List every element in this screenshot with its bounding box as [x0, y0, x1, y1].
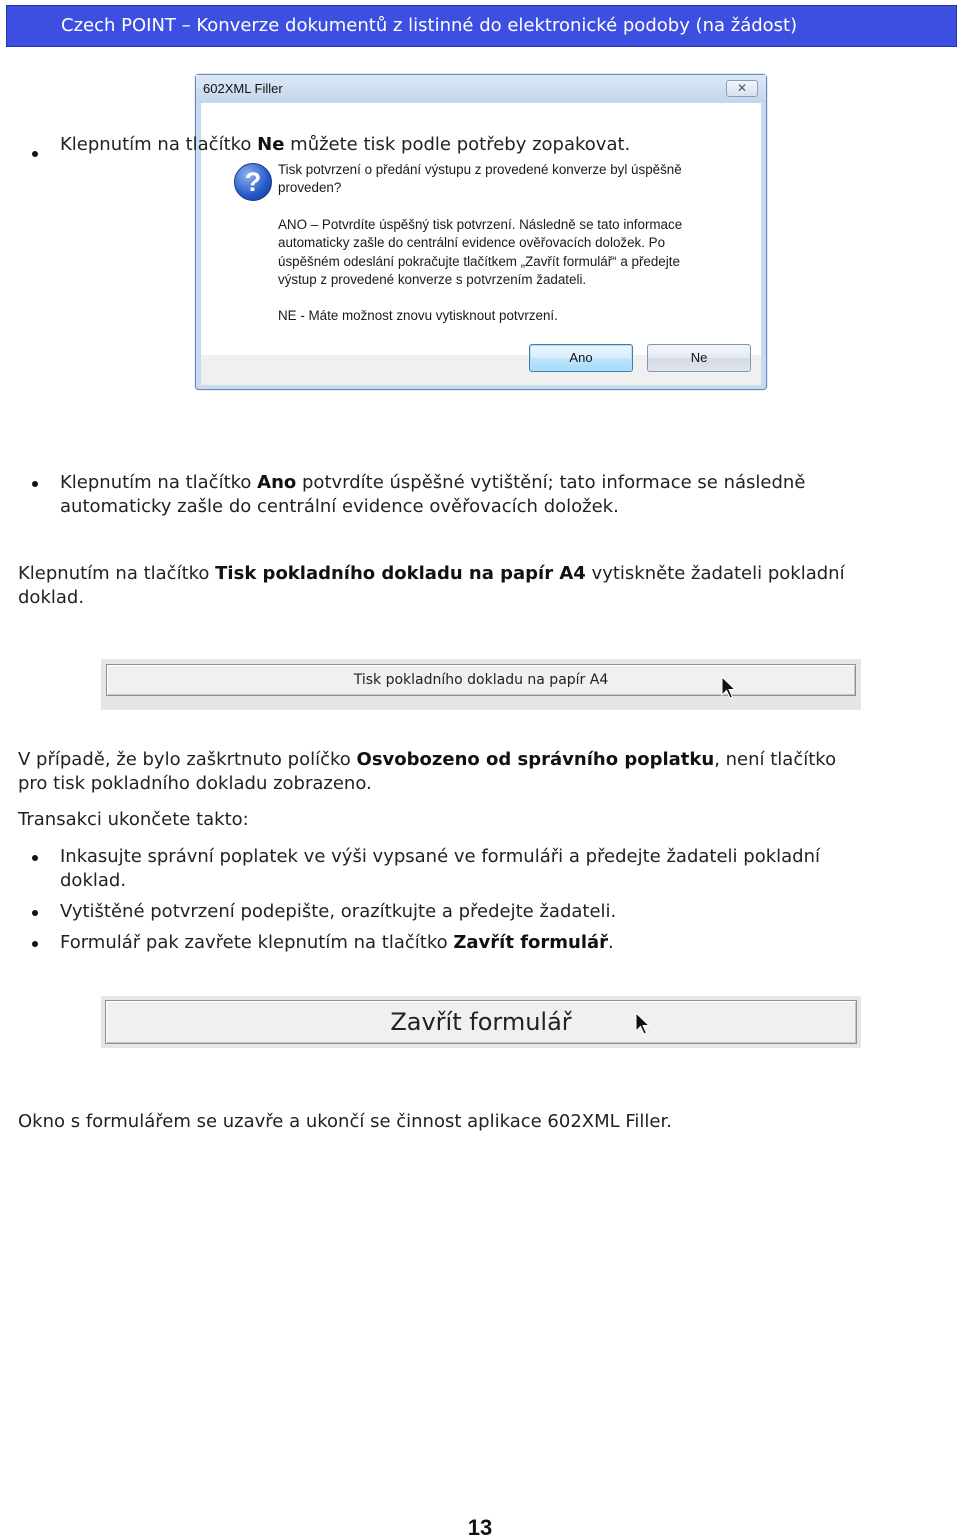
para-text: Klepnutím na tlačítko [18, 563, 216, 584]
dialog-question [278, 161, 682, 198]
close-form-button[interactable]: Zavřít formulář [105, 1000, 857, 1044]
list-item [60, 931, 614, 955]
question-icon: ? [234, 163, 272, 201]
dialog-yes-info-line: ANO – Potvrdíte úspěšný tisk potvrzení. Následně se tato informace [278, 217, 683, 232]
yes-button[interactable]: Ano [529, 344, 633, 372]
list-item-text: Klepnutím na tlačítko [60, 134, 258, 155]
document-header [6, 5, 957, 47]
list-item-text: Klepnutím na tlačítko [60, 472, 258, 493]
confirm-dialog [195, 74, 767, 390]
dialog-yes-info-line: úspěšném odeslání pokračujte tlačítkem „Zavřít formulář“ a předejte [278, 253, 680, 269]
closing-text: Okno s formulářem se uzavře a ukončí se činnost aplikace 602XML Filler. [18, 1111, 672, 1132]
dialog-titlebar [196, 75, 766, 103]
list-item: Vytištěné potvrzení podepište, orazítkujte a předejte žadateli. [60, 901, 617, 922]
close-icon[interactable]: ✕ [726, 80, 758, 97]
list-item-text: automaticky zašle do centrální evidence ověřovacích doložek. [60, 496, 619, 517]
list-item [60, 133, 630, 157]
para-bold: Tisk pokladního dokladu na papír A4 [215, 563, 586, 584]
print-receipt-button[interactable]: Tisk pokladního dokladu na papír A4 [106, 664, 856, 696]
list-item [60, 845, 940, 893]
dialog-yes-info-line: automaticky zašle do centrální evidence ověřovacích doložek. Po [278, 235, 666, 251]
dialog-title: 602XML Filler [203, 81, 283, 96]
page-number: 13 [467, 1515, 493, 1540]
close-button-frame [101, 996, 861, 1048]
list-item-text: Inkasujte správní poplatek ve výši vypsané ve formuláři a předejte žadateli pokladní [60, 846, 820, 867]
bullet-dot [32, 855, 38, 861]
dialog-no-info: NE - Máte možnost znovu vytisknout potvrzení. [278, 308, 558, 323]
para-text: doklad. [18, 587, 85, 608]
list-item-bold: Ano [257, 472, 297, 493]
para-bold: Osvobozeno od správního poplatku [356, 749, 715, 770]
finish-intro: Transakci ukončete takto: [18, 809, 249, 830]
exempt-note [18, 748, 948, 796]
dialog-question-line: Tisk potvrzení o předání výstupu z provedené konverze byl úspěšně [278, 162, 682, 177]
no-button[interactable]: Ne [647, 344, 751, 372]
list-item-text: potvrdíte úspěšné vytištění; tato informace se následně [296, 472, 806, 493]
list-item-text: . [608, 932, 614, 953]
para-text: vytiskněte žadateli pokladní [585, 563, 845, 584]
dialog-yes-info-line: výstup z provedené konverze s potvrzením žadateli. [278, 271, 587, 287]
bullet-dot [32, 910, 38, 916]
list-item-bold: Ne [257, 134, 285, 155]
print-button-frame [101, 659, 861, 710]
list-item-bold: Zavřít formulář [453, 932, 609, 953]
bullet-dot [32, 481, 38, 487]
bullet-dot [32, 151, 38, 157]
list-item [60, 471, 940, 519]
para-text: pro tisk pokladního dokladu zobrazeno. [18, 773, 372, 794]
list-item-text: doklad. [60, 870, 127, 891]
para-text: V případě, že bylo zaškrtnuto políčko [18, 749, 357, 770]
para-text: , není tlačítko [714, 749, 837, 770]
dialog-question-line: proveden? [278, 180, 342, 196]
dialog-yes-info [278, 216, 682, 289]
print-instruction [18, 562, 948, 610]
header-title: Czech POINT – Konverze dokumentů z listinné do elektronické podoby (na žádost) [61, 15, 798, 36]
list-item-text: můžete tisk podle potřeby zopakovat. [284, 134, 631, 155]
bullet-dot [32, 941, 38, 947]
list-item-text: Formulář pak zavřete klepnutím na tlačítko [60, 932, 454, 953]
